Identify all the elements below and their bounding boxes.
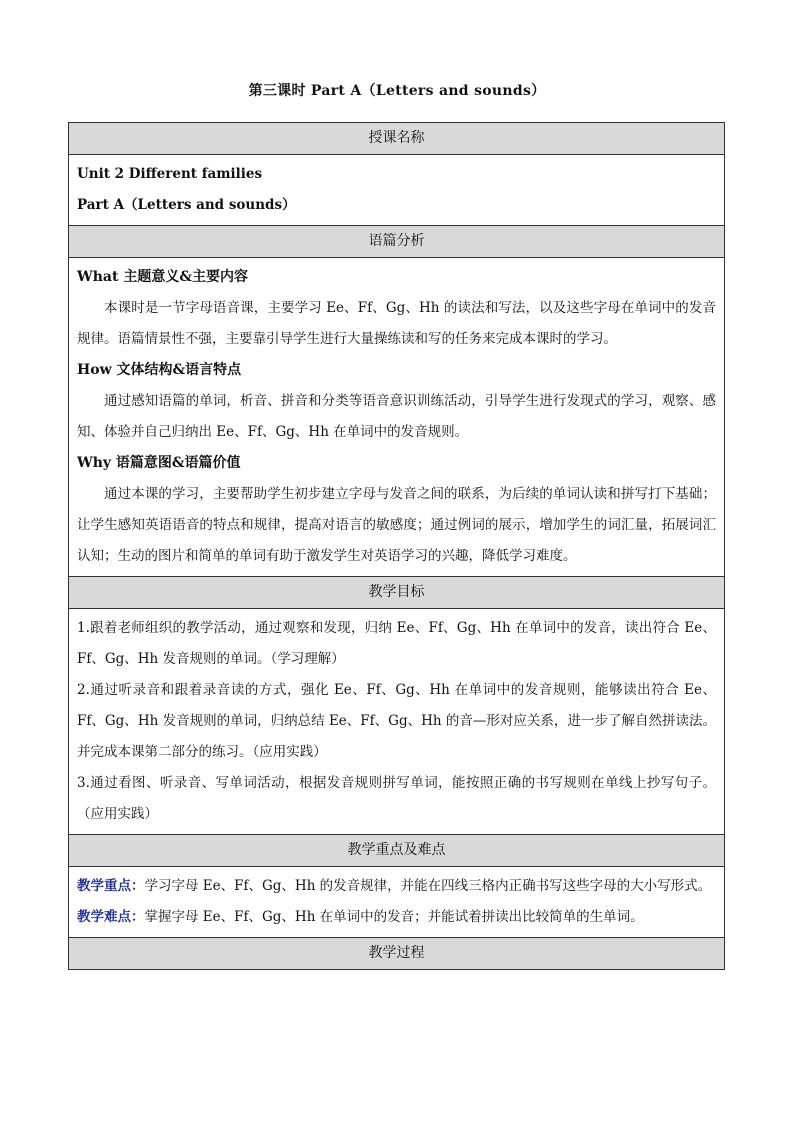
analysis-cell	[69, 258, 724, 577]
how-text: 通过感知语篇的单词，析音、拼音和分类等语音意识训练活动，引导学生进行发现式的学习，观察、感知、体验并自己归纳出 Ee、Ff、Gg、Hh 在单词中的发音规则。	[77, 393, 716, 440]
section-header-process: 教学过程	[69, 938, 724, 969]
section-header-course-name: 授课名称	[69, 123, 724, 155]
teaching-focus-label: 教学重点：	[77, 878, 145, 894]
unit-title: Unit 2 Different families	[77, 166, 263, 182]
course-name-cell	[69, 155, 724, 226]
objective-item-2: 2.通过听录音和跟着录音读的方式，强化 Ee、Ff、Gg、Hh 在单词中的发音规则，能够读出符合 Ee、Ff、Gg、Hh 发音规则的单词，归纳总结 Ee、Ff、Gg、Hh 的音—形对应关系，进一步了解自然拼读法。并完成本课第二部分的练习。（应用实践）	[77, 682, 716, 760]
teaching-focus-text: 学习字母 Ee、Ff、Gg、Hh 的发音规律，并能在四线三格内正确书写这些字母的大小写形式。	[144, 878, 712, 894]
teaching-difficulty-text: 掌握字母 Ee、Ff、Gg、Hh 在单词中的发音；并能试着拼读出比较简单的生单词。	[144, 909, 644, 925]
section-header-analysis: 语篇分析	[69, 226, 724, 258]
section-header-key-points: 教学重点及难点	[69, 835, 724, 867]
what-heading: What 主题意义&主要内容	[77, 269, 248, 285]
why-heading: Why 语篇意图&语篇价值	[77, 455, 241, 471]
part-title: Part A（Letters and sounds）	[77, 197, 296, 213]
section-header-objectives: 教学目标	[69, 577, 724, 609]
how-heading: How 文体结构&语言特点	[77, 362, 242, 378]
objective-item-3: 3.通过看图、听录音、写单词活动，根据发音规则拼写单词，能按照正确的书写规则在单线上抄写句子。（应用实践）	[77, 775, 716, 822]
document-title: 第三课时 Part A（Letters and sounds）	[248, 83, 546, 99]
key-points-cell	[69, 867, 724, 938]
teaching-difficulty-label: 教学难点：	[77, 909, 145, 925]
objective-item-1: 1.跟着老师组织的教学活动，通过观察和发现，归纳 Ee、Ff、Gg、Hh 在单词中的发音，读出符合 Ee、Ff、Gg、Hh 发音规则的单词。（学习理解）	[77, 620, 716, 667]
teaching-difficulty	[77, 902, 716, 933]
why-text: 通过本课的学习，主要帮助学生初步建立字母与发音之间的联系，为后续的单词认读和拼写打下基础；让学生感知英语语音的特点和规律，提高对语言的敏感度；通过例词的展示，增加学生的词汇量，拓展词汇认知；生动的图片和简单的单词有助于激发学生对英语学习的兴趣，降低学习难度。	[77, 486, 716, 564]
teaching-focus	[77, 871, 716, 902]
lesson-plan-table	[68, 122, 725, 970]
what-text: 本课时是一节字母语音课，主要学习 Ee、Ff、Gg、Hh 的读法和写法，以及这些字母在单词中的发音规律。语篇情景性不强，主要靠引导学生进行大量操练读和写的任务来完成本课时的学习。	[77, 300, 716, 347]
objectives-cell	[69, 609, 724, 835]
